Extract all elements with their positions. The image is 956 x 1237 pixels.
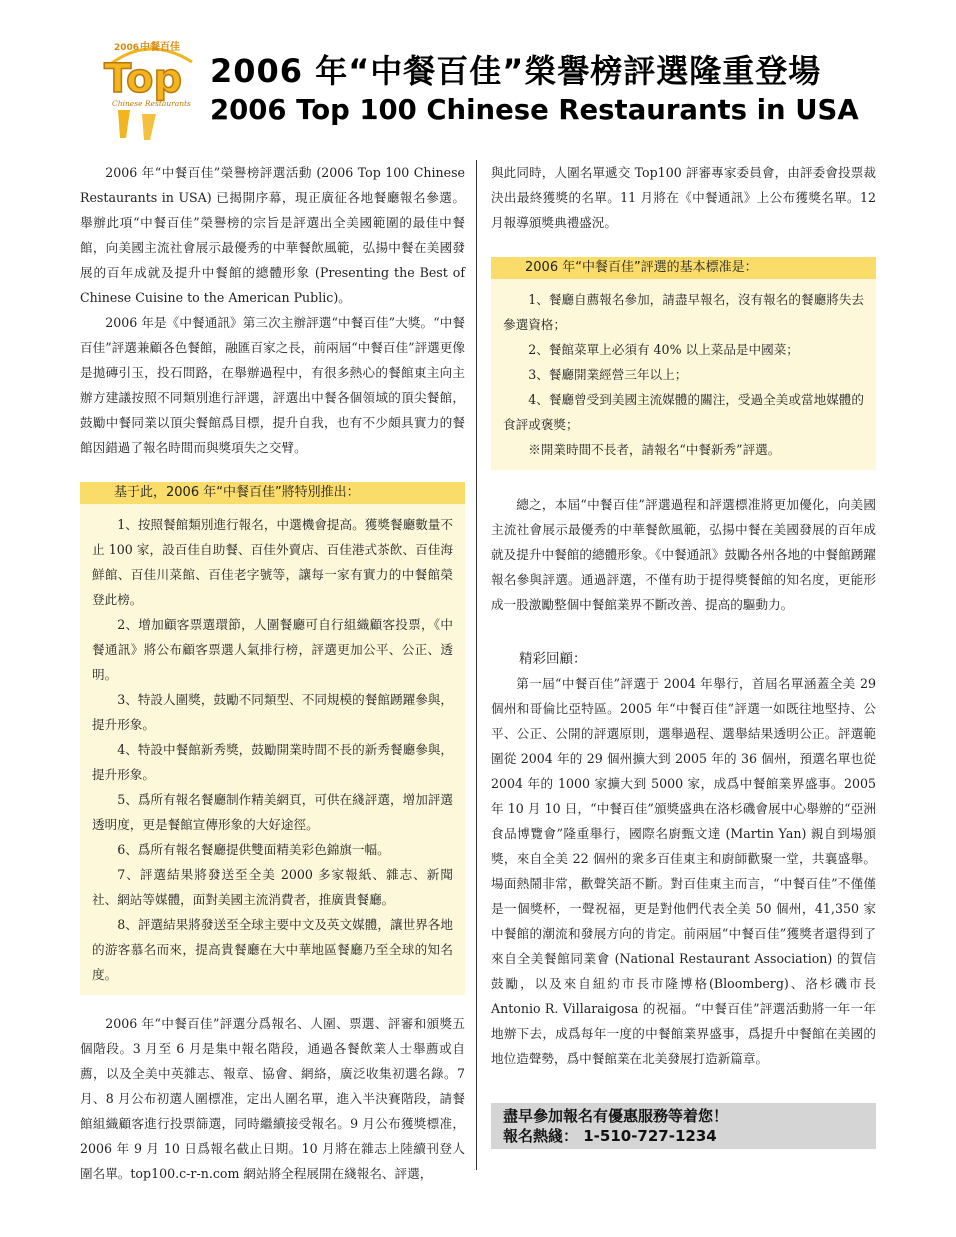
feature-box (80, 504, 465, 995)
continuation-paragraph: 與此同時，人圍名單遞交 Top100 評審專家委員會，由評委會投票裁決出最終獲獎的名單。11 月將在《中餐通訊》上公布獲獎名單。12 月報導頒獎典禮盛況。 (491, 165, 876, 230)
feature-item: 6、爲所有報名餐廳提供雙面精美彩色錦旗一幅。 (117, 842, 390, 857)
feature-item: 1、按照餐館類別進行報名，中選機會提高。獲獎餐廳數量不止 100 家，設百佳自助餐、百佳外賣店、百佳港式茶飲、百佳海鮮館、百佳川菜館、百佳老字號等，讓每一家有實力的中餐館榮登此榜。 (92, 517, 453, 607)
feature-item: 2、增加顧客票選環節，人圍餐廳可自行組織顧客投票，《中餐通訊》將公布顧客票選人氣排行榜，評選更加公平、公正、透明。 (92, 617, 453, 682)
title-english: 2006 Top 100 Chinese Restaurants in USA (210, 94, 859, 126)
criteria-item: 3、餐廳開業經營三年以上； (528, 367, 688, 382)
right-column (491, 160, 876, 1071)
stages-paragraph: 2006 年“中餐百佳”評選分爲報名、人圍、票選、評審和頒獎五個階段。3 月至 6 月是集中報名階段，通過各餐飲業人士舉薦或自薦，以及全美中英雜志、報章、協會、網絡，廣泛收集初選名錄。7 月、8 月公布初選人圍標准，定出人圍名單，進入半決賽階段，請餐館組織顧客進行投票篩選，同時繼續接受報名。9 月公布獲獎標准，2006 年 9 月 10 日爲報名截止日期。10 月將在雜志上陸續刊登人圍名單。top100.c-r-n.com 網站將全程展開在綫報名、評選， (80, 1016, 465, 1181)
registration-hotline: 報名熱綫： 1-510-727-1234 (503, 1127, 717, 1145)
criteria-item: ※開業時間不長者，請報名“中餐新秀”評選。 (528, 442, 781, 457)
logo-year: 2006 (114, 43, 140, 53)
summary-paragraph: 總之，本屆“中餐百佳”評選過程和評選標准將更加優化，向美國主流社會展示最優秀的中華餐飲風範，弘揚中餐在美國發展的百年成就及提升中餐館的總體形象。《中餐通訊》鼓勵各州各地的中餐館踴躍報名參與評選。通過評選，不僅有助于提得獎餐館的知名度，更能形成一股激勵整個中餐館業界不斷改善、提高的驅動力。 (491, 497, 876, 612)
criteria-box-title: 2006 年“中餐百佳”評選的基本標准是： (491, 257, 876, 279)
feature-item: 5、爲所有報名餐廳制作精美網頁，可供在綫評選，增加評選透明度，更是餐館宣傳形象的大好途徑。 (92, 792, 453, 832)
criteria-item: 2、餐館菜單上必須有 40% 以上菜品是中國菜； (528, 342, 799, 357)
registration-offer: 盡早參加報名有優惠服務等着您！ (503, 1107, 729, 1125)
logo-top: Top (104, 56, 183, 102)
criteria-item: 4、餐廳曾受到美國主流媒體的關注，受過全美或當地媒體的食評或褒獎； (503, 392, 864, 432)
top-logo (100, 36, 196, 140)
intro-paragraph-2: 2006 年是《中餐通訊》第三次主辦評選“中餐百佳”大獎。“中餐百佳”評選兼顧各色餐館，融匯百家之長，前兩屆“中餐百佳”評選更像是拋磚引玉，投石問路，在舉辦過程中，有很多熱心的餐館東主向主辦方建議按照不同類別進行評選，評選出中餐各個領域的頂尖餐館，鼓勵中餐同業以頂尖餐館爲目標，提升自我，也有不少頗具實力的餐館因錯過了報名時間而與獎項失之交臂。 (80, 315, 465, 455)
feature-item: 4、特設中餐館新秀獎，鼓勵開業時間不長的新秀餐廳參與，提升形象。 (92, 742, 453, 782)
feature-item: 7、評選結果將發送至全美 2000 多家報紙、雜志、新聞社、網站等媒體，面對美國主流消費者，推廣貴餐廳。 (92, 867, 453, 907)
feature-item: 3、特設人圍獎，鼓勵不同類型、不同規模的餐館踴躍參與，提升形象。 (92, 692, 453, 732)
criteria-item: 1、餐廳自薦報名參加，請盡早報名，沒有報名的餐廳將失去參選資格； (503, 292, 864, 332)
criteria-box (491, 279, 876, 470)
intro-paragraph-1: 2006 年“中餐百佳”榮譽榜評選活動 (2006 Top 100 Chinese Restaurants in USA) 已揭開序幕，現正廣征各地餐廳報名參選。舉辦此項“中餐百佳”榮譽榜的宗旨是評選出全美國範圍的最佳中餐館，向美國主流社會展示最優秀的中華餐飲風範，弘揚中餐在美國發展的百年成就及提升中餐館的總體形象 (Presenting the Best of Chinese Cuisine to the American Public)。 (80, 165, 465, 305)
left-column (80, 160, 465, 1186)
column-divider (476, 160, 477, 1170)
logo-sub: Chinese Restaurants (112, 99, 191, 108)
review-paragraph: 第一屆“中餐百佳”評選于 2004 年舉行，首屆名單涵蓋全美 29 個州和哥倫比亞特區。2005 年“中餐百佳”評選一如既往地堅持、公平、公正、公開的評選原則，選舉過程、選舉結果透明公正。評選範圍從 2004 年的 29 個州擴大到 2005 年的 36 個州，預選名單也從 2004 年的 1000 家擴大到 5000 家，成爲中餐館業界盛事。2005 年 10 月 10 日，“中餐百佳”頒獎盛典在洛杉磯會展中心舉辦的“亞洲食品博覽會”隆重舉行，國際名廚甄文達 (Martin Yan) 親自到場頒獎，來自全美 22 個州的衆多百佳東主和廚師歡聚一堂，共襄盛舉。場面熱鬧非常，歡聲笑語不斷。對百佳東主而言，“中餐百佳”不僅僅是一個獎杯，一聲祝福，更是對他們代表全美 50 個州，41,350 家中餐館的潮流和發展方向的肯定。前兩屆“中餐百佳”獲獎者還得到了來自全美餐館同業會 (National Restaurant Association) 的賀信鼓勵，以及來自紐約市長市隆博格(Bloomberg)、洛杉磯市長 Antonio R. Villaraigosa 的祝福。“中餐百佳”評選活動將一年一年地辦下去，成爲每年一度的中餐館業界盛事，爲提升中餐館在美國的地位造聲勢，爲中餐館業在北美發展打造新篇章。 (491, 676, 876, 1066)
logo-leg (118, 110, 130, 138)
title-chinese: 2006 年“中餐百佳”榮譽榜評選隆重登場 (210, 52, 822, 90)
review-heading: 精彩回顧： (519, 651, 587, 667)
logo-cn: 中餐百佳 (140, 42, 180, 53)
feature-item: 8、評選結果將發送至全球主要中文及英文媒體，讓世界各地的游客慕名而來，提高貴餐廳在大中華地區餐廳乃至全球的知名度。 (92, 917, 453, 982)
registration-banner (491, 1103, 876, 1149)
feature-box-title: 基于此，2006 年“中餐百佳”將特別推出： (80, 482, 465, 504)
logo-leg-2 (142, 114, 156, 140)
